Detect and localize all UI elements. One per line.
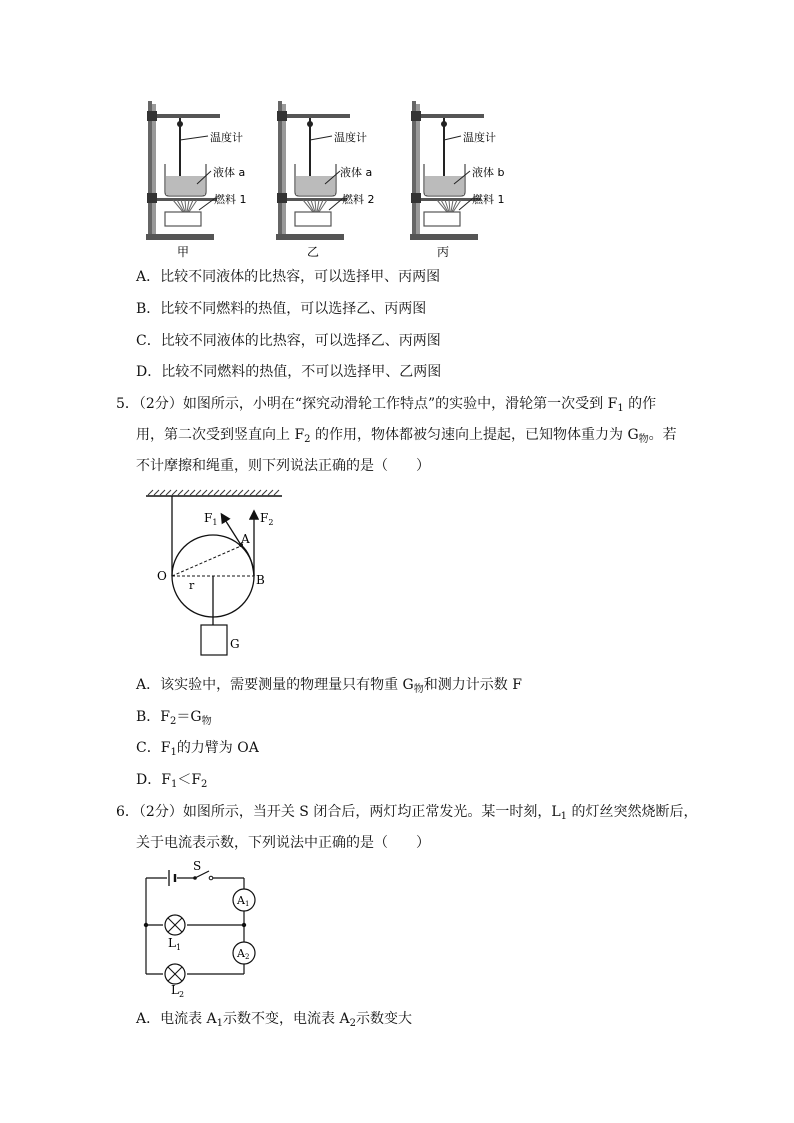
- q5-option-d-sub1: 1: [170, 779, 178, 790]
- q5-pulley-figure: [140, 488, 300, 660]
- q4-panel-2-name: 乙: [307, 245, 320, 259]
- ceiling: [146, 490, 282, 496]
- q4-panel-1-thermometer-label: 温度计: [210, 131, 243, 144]
- q5-number: 5．: [116, 396, 139, 412]
- q5-option-b-text: B．F: [136, 709, 171, 725]
- label-g: G: [230, 637, 240, 651]
- q5-option-b: [136, 708, 212, 731]
- q5-stem-text-2a: 用，第二次受到竖直向上 F: [136, 427, 305, 443]
- q6-stem-sub-1: 1: [560, 811, 568, 822]
- q5-stem-line-3: 不计摩擦和绳重，则下列说法正确的是（ ）: [136, 458, 430, 474]
- q5-option-d-text: D．F: [136, 772, 171, 788]
- q6-stem-text-1b: 的灯丝突然烧断后，: [567, 804, 698, 820]
- q4-figure: [140, 96, 520, 261]
- q5-stem-sub-2: 2: [304, 434, 311, 445]
- q5-stem-text-2c: 。若: [648, 427, 677, 443]
- q5-option-c: [136, 739, 259, 762]
- ammeter-a2: [233, 942, 255, 964]
- q5-option-a-text: A．该实验中，需要测量的物理量只有物重 G: [136, 677, 414, 693]
- q5-option-a-text2: 和测力计示数 F: [423, 677, 522, 693]
- ammeter-a2-letter: A: [237, 947, 245, 960]
- q6-number: 6．: [116, 804, 139, 820]
- label-l2: $L_2$: [171, 983, 185, 998]
- ammeter-a2-sub: 2: [244, 953, 250, 961]
- battery: [169, 870, 175, 886]
- ammeter-a1: [233, 889, 255, 911]
- q4-option-a: A．比较不同液体的比热容，可以选择甲、丙两图: [136, 269, 441, 285]
- q4-panel-3-name: 丙: [437, 245, 450, 259]
- label-f1: $F_1$: [204, 511, 218, 527]
- f1-arrow: [222, 515, 241, 545]
- q4-panel-1-liquid-label: 液体 a: [213, 166, 246, 179]
- ammeter-a1-letter: A: [237, 894, 245, 907]
- q6-option-a-sub2: 2: [349, 1018, 356, 1029]
- junction-left: [144, 923, 148, 927]
- label-f2: $F_2$: [260, 511, 274, 527]
- q5-option-b-text2: ＝G: [176, 709, 202, 725]
- q5-stem-sub-1: 1: [617, 403, 624, 414]
- q4-panel-1-fuel-label: 燃料 1: [214, 193, 247, 206]
- q5-option-a: [136, 676, 522, 699]
- q5-stem-line-1: [116, 395, 656, 418]
- label-r: r: [189, 579, 195, 592]
- junction-right: [242, 923, 246, 927]
- ammeter-a1-sub: 1: [244, 900, 250, 908]
- q6-stem-line-2: 关于电流表示数，下列说法中正确的是（ ）: [136, 835, 430, 851]
- label-b: B: [256, 573, 265, 587]
- q5-option-d-text2: ＜F: [177, 772, 202, 788]
- q6-score: （2分）: [138, 804, 183, 820]
- q5-stem-text-1b: 的作: [623, 396, 657, 412]
- q6-option-a-text2: 示数不变，电流表 A: [223, 1011, 350, 1027]
- q5-option-c-text: C．F: [136, 740, 171, 756]
- label-o: O: [157, 569, 167, 583]
- q4-option-b: B．比较不同燃料的热值，可以选择乙、丙两图: [136, 301, 427, 317]
- q6-stem-text-1a: 如图所示，当开关 S 闭合后，两灯均正常发光。某一时刻，L: [182, 804, 561, 820]
- q6-stem-line-1: [116, 803, 697, 826]
- q4-option-d: D．比较不同燃料的热值，不可以选择甲、乙两图: [136, 364, 442, 380]
- q4-panel-1: [146, 101, 247, 259]
- lamp-l2: [165, 964, 185, 984]
- radius-oa-dashed: [172, 546, 241, 576]
- q6-option-a-text3: 示数变大: [355, 1011, 412, 1027]
- q4-panel-1-name: 甲: [177, 245, 190, 259]
- q4-panel-2-thermometer-label: 温度计: [334, 131, 367, 144]
- q5-stem-text-1a: 如图所示，小明在“探究动滑轮工作特点”的实验中，滑轮第一次受到 F: [182, 396, 618, 412]
- q4-panel-3-thermometer-label: 温度计: [463, 131, 496, 144]
- lamp-l1: [165, 915, 185, 935]
- q5-option-a-sub: 物: [413, 684, 424, 695]
- q4-panel-3-liquid-label: 液体 b: [472, 166, 505, 179]
- q5-option-c-sub: 1: [170, 747, 177, 758]
- q5-option-b-sub2: 物: [201, 716, 212, 727]
- label-a: A: [241, 532, 250, 546]
- q6-option-a: [136, 1010, 412, 1033]
- q5-option-d: [136, 771, 207, 794]
- q5-stem-line-2: [136, 426, 677, 449]
- q4-panel-2-liquid-label: 液体 a: [340, 166, 373, 179]
- label-l1: $L_1$: [168, 936, 182, 952]
- q5-stem-text-2b: 的作用，物体都被匀速向上提起，已知物体重力为 G: [310, 427, 639, 443]
- q6-option-a-text: A．电流表 A: [136, 1011, 217, 1027]
- q4-panel-2-fuel-label: 燃料 2: [342, 193, 375, 206]
- q4-option-c: C．比较不同液体的比热容，可以选择乙、丙两图: [136, 333, 441, 349]
- circuit-wires: [146, 878, 244, 974]
- q6-option-a-sub1: 1: [216, 1018, 224, 1029]
- rope-right: [241, 545, 254, 576]
- q4-panel-3: [410, 101, 505, 259]
- q5-option-d-sub2: 2: [201, 779, 208, 790]
- q4-panel-2: [276, 101, 375, 259]
- weight-block: [201, 625, 227, 655]
- q6-circuit-figure: [140, 858, 270, 998]
- q5-option-b-sub1: 2: [170, 716, 177, 727]
- q5-score: （2分）: [138, 396, 183, 412]
- q4-panel-3-fuel-label: 燃料 1: [472, 193, 505, 206]
- q5-stem-sub-2b: 物: [638, 434, 649, 445]
- label-s: S: [193, 859, 202, 873]
- q5-option-c-text2: 的力臂为 OA: [176, 740, 259, 756]
